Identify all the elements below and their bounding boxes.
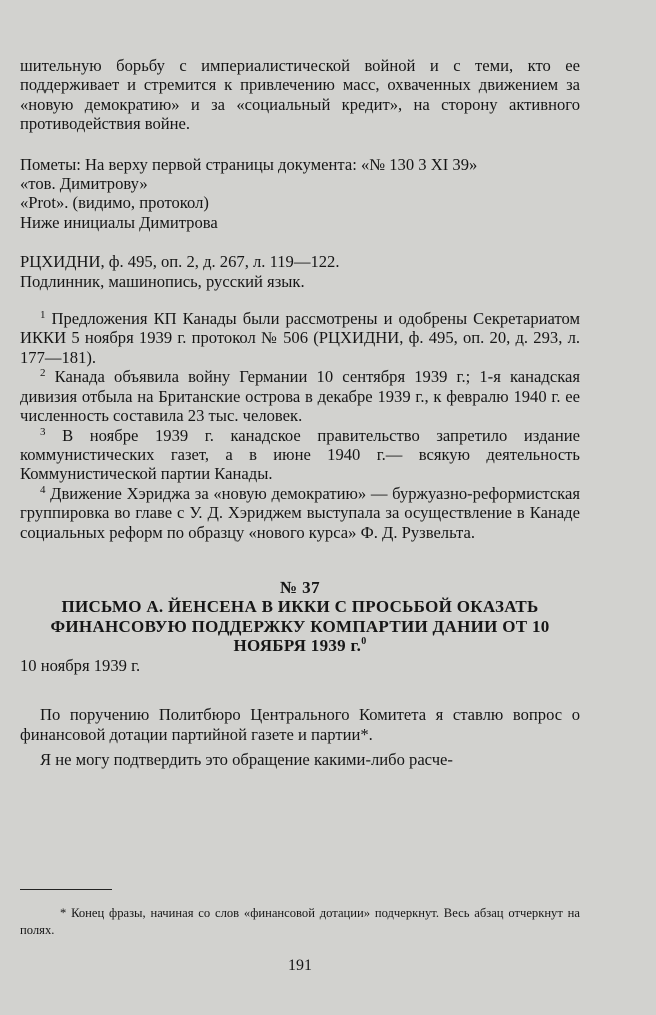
marks-line: Пометы: На верху первой страницы документа: «№ 130 3 XI 39» bbox=[20, 154, 478, 174]
footnote-divider bbox=[20, 889, 112, 890]
endnote-text: В ноябре 1939 г. канадское правительство запретило издание коммунистических газет, а в июне 1940 г.— всякую деятельность Коммунистической партии Канады. bbox=[20, 425, 580, 484]
marks-line: «тов. Димитрову» bbox=[20, 174, 148, 194]
endnote bbox=[20, 484, 580, 542]
document-title bbox=[20, 597, 580, 656]
document-number: № 37 bbox=[279, 577, 321, 597]
notes-block bbox=[20, 309, 580, 542]
intro-paragraph: шительную борьбу с империалистической войной и с теми, кто ее поддерживает и стремится к привлечению масс, охваченных движением за «новую демократию» и за «социальный кредит», на сторону активного противодействия войне. bbox=[20, 56, 580, 134]
endnote-text: Движение Хэриджа за «новую демократию» — буржуазно-реформистская группировка во главе с У. Д. Хэриджем выступала за осуществление в Канаде социальных реформ по образцу «нового курса» Ф. Д. Рузвельта. bbox=[20, 483, 580, 542]
endnote-text: Предложения КП Канады были рассмотрены и одобрены Секретариатом ИККИ 5 ноября 1939 г. протокол № 506 (РЦХИДНИ, ф. 495, оп. 20, д. 293, л. 177—181). bbox=[20, 309, 580, 367]
endnote-number: 1 bbox=[40, 309, 46, 322]
endnote bbox=[20, 426, 580, 484]
endnote bbox=[20, 309, 580, 367]
letter-body bbox=[20, 705, 580, 769]
page-number: 191 bbox=[288, 957, 312, 974]
document-title-text: ПИСЬМО А. ЙЕНСЕНА В ИККИ С ПРОСЬБОЙ ОКАЗАТЬ ФИНАНСОВУЮ ПОДДЕРЖКУ КОМПАРТИИ ДАНИИ ОТ 10 НОЯБРЯ 1939 г. bbox=[50, 597, 550, 656]
letter-paragraph: По поручению Политбюро Центрального Комитета я ставлю вопрос о финансовой дотации партийной газете и партии*. bbox=[20, 705, 580, 744]
endnote bbox=[20, 367, 580, 425]
archive-description: Подлинник, машинопись, русский язык. bbox=[20, 271, 305, 291]
archive-block bbox=[20, 252, 580, 291]
page-content bbox=[20, 56, 580, 769]
marks-block bbox=[20, 155, 580, 233]
document-date: 10 ноября 1939 г. bbox=[20, 655, 141, 675]
endnote-number: 3 bbox=[40, 425, 46, 438]
endnote-number: 4 bbox=[40, 483, 46, 496]
footnote: * Конец фразы, начиная со слов «финансовой дотации» подчеркнут. Весь абзац отчеркнут на полях. bbox=[20, 906, 580, 937]
endnote-number: 2 bbox=[40, 367, 46, 380]
marks-line: «Prot». (видимо, протокол) bbox=[20, 193, 209, 213]
marks-line: Ниже инициалы Димитрова bbox=[20, 212, 218, 232]
letter-paragraph: Я не могу подтвердить это обращение какими-либо расче- bbox=[40, 750, 453, 770]
endnote-text: Канада объявила войну Германии 10 сентября 1939 г.; 1-я канадская дивизия отбыла на Британские острова в декабре 1939 г., к февралю 1940 г. ее численность составила 23 тыс. человек. bbox=[20, 367, 581, 426]
archive-reference: РЦХИДНИ, ф. 495, оп. 2, д. 267, л. 119—122. bbox=[20, 252, 340, 272]
document-title-mark: 0 bbox=[361, 636, 367, 648]
